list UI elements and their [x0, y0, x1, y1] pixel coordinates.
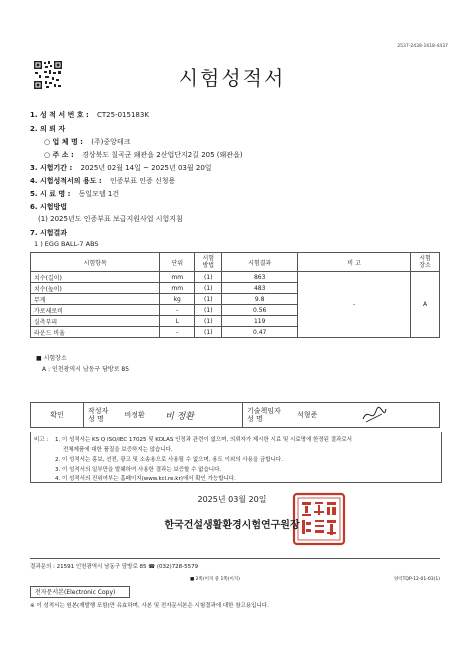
row-item: 라운드 비율: [31, 327, 160, 338]
table-row: [31, 272, 440, 283]
purpose-label: 4. 시험성적서의 용도 :: [30, 177, 102, 185]
purpose-row: [30, 176, 175, 186]
writer-signature: 비 정환: [165, 411, 195, 422]
note-4: 4. 이 성적서의 진위여부는 홈페이지(www.kcl.re.kr)에서 확인 가능합니다.: [55, 476, 236, 482]
address-row: [44, 150, 243, 160]
test-item-name: 1 ) EGG BALL-7 ABS: [34, 240, 99, 248]
tech-name: 석형준: [297, 411, 318, 419]
method-heading: 6. 시험방법: [30, 203, 68, 211]
row-result: 119: [222, 316, 297, 327]
address-value: 경상북도 칠곡군 왜관읍 2산업단지2길 205 (왜관읍): [81, 151, 243, 159]
row-unit: mm: [160, 283, 195, 294]
issue-date: 2025년 03월 20일: [197, 495, 267, 504]
header-unit: 단위: [160, 253, 195, 272]
tech-cell: [243, 403, 440, 428]
row-result: 9.8: [222, 294, 297, 305]
disclaimer: ※ 이 성적서는 원본(재발행 포함)만 유효하며, 사본 및 전자문서본은 시험결과에 대한 참고용입니다.: [30, 603, 269, 609]
document-code: 2537-2438-1618-4437: [397, 44, 448, 49]
note-1b: 전체제품에 대한 품질을 보증하지는 않습니다.: [63, 447, 173, 453]
place-cell: A: [411, 272, 440, 338]
note-1: 1. 이 성적서는 KS Q ISO/IEC 17025 및 KOLAS 인정과 관련이 없으며, 의뢰자가 제시한 시료 및 시료명에 한정된 결과로서: [55, 437, 352, 443]
contact-info: 결과문의 : 21591 인천광역시 남동구 담방로 85 ☎ (032)728-5579: [30, 564, 199, 570]
form-number: 양식TQP-12-01-03(1): [393, 577, 440, 582]
results-header-row: [31, 253, 440, 272]
report-number-value: CT25-015183K: [97, 111, 149, 119]
row-item: 치수(길이): [31, 272, 160, 283]
electronic-copy-label: 전자문서본(Electronic Copy): [30, 586, 130, 598]
method-value: (1) 2025년도 인증부표 보급지원사업 시험지침: [38, 215, 183, 223]
report-number-row: [30, 110, 149, 120]
row-method: (1): [195, 316, 222, 327]
organization-name: 한국건설생활환경시험연구원장: [164, 520, 300, 531]
row-result: 483: [222, 283, 297, 294]
note-2: 2. 이 성적서는 홍보, 선전, 광고 및 소송용으로 사용될 수 없으며, 용도 이외의 사용을 금합니다.: [55, 457, 283, 463]
row-unit: -: [160, 327, 195, 338]
notes-box: [30, 432, 442, 483]
company-label: ○ 업 체 명 :: [44, 138, 83, 146]
company-row: [44, 137, 130, 147]
header-result: 시험결과: [222, 253, 297, 272]
signature-table: [30, 402, 440, 428]
test-period-row: [30, 163, 212, 173]
row-result: 863: [222, 272, 297, 283]
row-method: (1): [195, 283, 222, 294]
purpose-value: 인증부표 인증 신청용: [109, 177, 176, 185]
report-number-label: 1. 성 적 서 번 호 :: [30, 111, 89, 119]
row-unit: mm: [160, 272, 195, 283]
notes-label: 비고 :: [34, 437, 49, 443]
test-place-note: A : 인천광역시 남동구 담방로 85: [42, 366, 130, 373]
page-info: ■ 2쪽(이지 중 1쪽(이지): [190, 577, 240, 582]
sample-value: 동일모델 1건: [78, 190, 120, 198]
test-period-value: 2025년 02월 14일 ~ 2025년 03월 20일: [80, 164, 212, 172]
row-method: (1): [195, 272, 222, 283]
row-method: (1): [195, 327, 222, 338]
results-heading: 7. 시험결과: [30, 229, 68, 237]
note-3: 3. 이 성적서의 일부만을 발췌하여 사용한 결과는 보증할 수 없습니다.: [55, 467, 222, 473]
results-table: [30, 252, 440, 338]
row-method: (1): [195, 305, 222, 316]
tech-signature-icon: [360, 405, 388, 425]
remark-cell: -: [297, 272, 410, 338]
sample-label: 5. 시 료 명 :: [30, 190, 71, 198]
document-title: 시험성적서: [178, 66, 286, 90]
company-value: (주)중앙테크: [91, 138, 131, 146]
tech-label: 기술책임자 성 명: [247, 407, 281, 423]
test-period-label: 3. 시험기간 :: [30, 164, 73, 172]
confirm-label: 확인: [31, 403, 84, 428]
test-place-title: ■ 시험장소: [36, 355, 67, 362]
writer-name: 비정환: [124, 411, 145, 419]
row-method: (1): [195, 294, 222, 305]
address-label: ○ 주 소 :: [44, 151, 74, 159]
client-heading: 2. 의 뢰 자: [30, 125, 66, 133]
row-item: 치수(높이): [31, 283, 160, 294]
writer-label: 작성자 성 명: [88, 407, 109, 423]
header-place: 시험 장소: [411, 253, 440, 272]
writer-cell: [84, 403, 243, 428]
signature-row: [31, 403, 440, 428]
sample-row: [30, 189, 119, 199]
header-item: 시험항목: [31, 253, 160, 272]
row-unit: L: [160, 316, 195, 327]
row-item: 가로세로비: [31, 305, 160, 316]
header-method: 시험 방법: [195, 253, 222, 272]
row-result: 0.47: [222, 327, 297, 338]
row-item: 실측부피: [31, 316, 160, 327]
header-remark: 비 고: [297, 253, 410, 272]
row-unit: kg: [160, 294, 195, 305]
row-item: 무게: [31, 294, 160, 305]
row-result: 0.56: [222, 305, 297, 316]
row-unit: -: [160, 305, 195, 316]
